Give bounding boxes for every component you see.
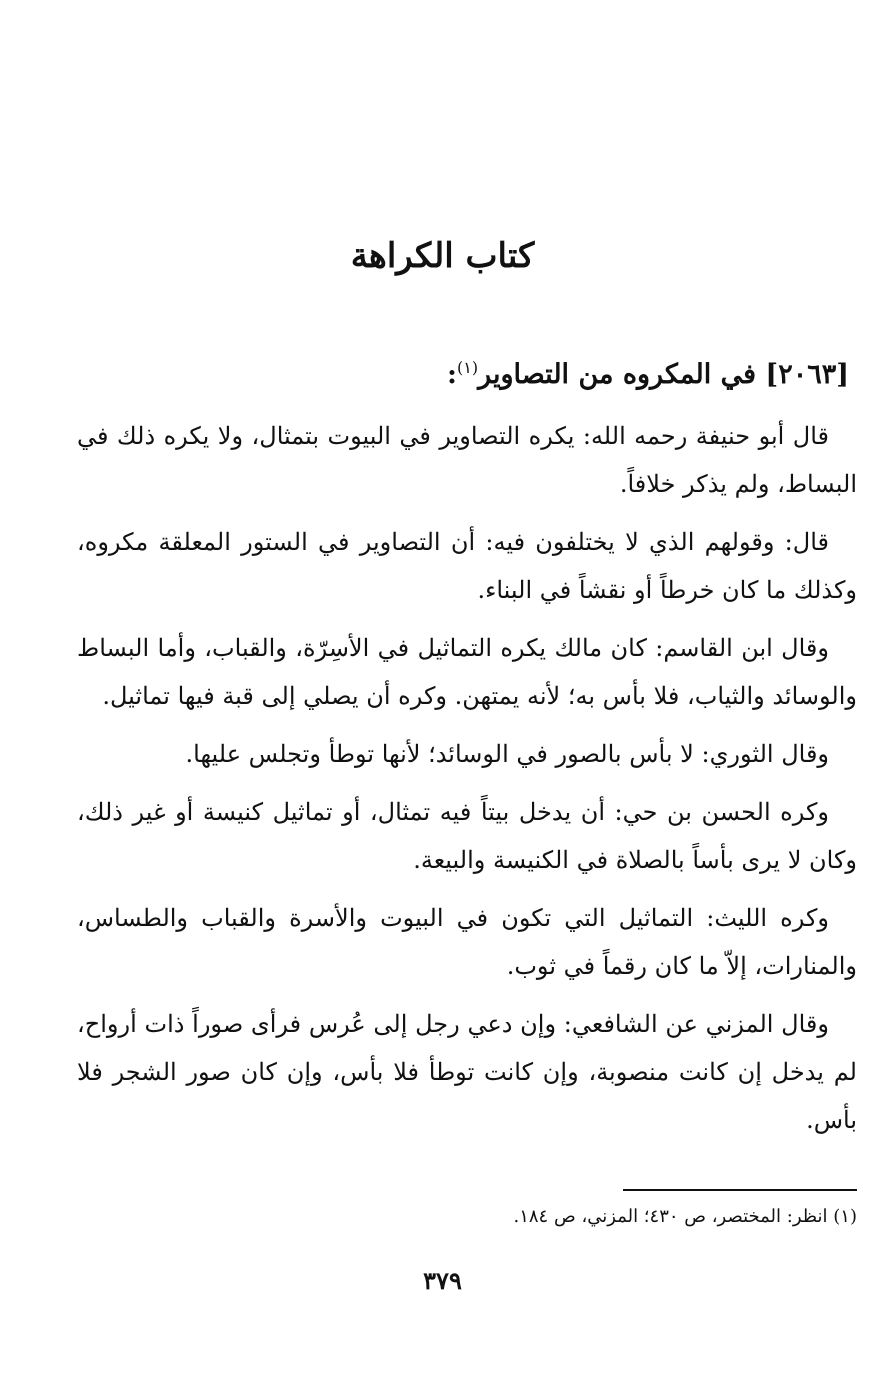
paragraph-al-layth: وكره الليث: التماثيل التي تكون في البيوت والأسرة والقباب والطساس، والمنارات، إلاّ ما كان رقماً في ثوب.: [77, 904, 857, 980]
paragraph-al-muzani: وقال المزني عن الشافعي: وإن دعي رجل إلى عُرس فرأى صوراً ذات أرواح، لم يدخل إن كانت منصوبة، وإن كانت توطأ فلا بأس، وإن كان صور الشجر فلا بأس.: [77, 1010, 857, 1134]
section-number: [٢٠٦٣]: [765, 359, 849, 390]
paragraph-al-thawri: وقال الثوري: لا بأس بالصور في الوسائد؛ لأنها توطأ وتجلس عليها.: [185, 740, 829, 768]
paragraph-ibn-al-qasim: وقال ابن القاسم: كان مالك يكره التماثيل في الأسِرّة، والقباب، وأما البساط والوسائد والثياب، فلا بأس به؛ لأنه يمتهن. وكره أن يصلي إلى قبة فيها تماثيل.: [77, 634, 857, 710]
section-colon: :: [447, 359, 457, 390]
section-heading: [89, 358, 849, 390]
book-title: كتاب الكراهة: [350, 236, 535, 276]
footnote-divider: [623, 1189, 857, 1191]
body-text: [77, 412, 857, 1154]
section-title: في المكروه من التصاوير: [478, 359, 757, 390]
paragraph-consensus: قال: وقولهم الذي لا يختلفون فيه: أن التصاوير في الستور المعلقة مكروه، وكذلك ما كان خرطاً أو نقشاً في البناء.: [77, 528, 857, 604]
paragraph-al-hasan-ibn-hayy: وكره الحسن بن حي: أن يدخل بيتاً فيه تمثال، أو تماثيل كنيسة أو غير ذلك، وكان لا يرى بأساً بالصلاة في الكنيسة والبيعة.: [77, 798, 857, 874]
paragraph-abu-hanifa: قال أبو حنيفة رحمه الله: يكره التصاوير في البيوت بتمثال، ولا يكره ذلك في البساط، ولم يذكر خلافاً.: [77, 422, 857, 498]
footnote-reference: (١): [456, 358, 479, 377]
page-number: ٣٧٩: [423, 1266, 462, 1295]
footnote: (١) انظر: المختصر، ص ٤٣٠؛ المزني، ص ١٨٤.: [513, 1206, 857, 1227]
